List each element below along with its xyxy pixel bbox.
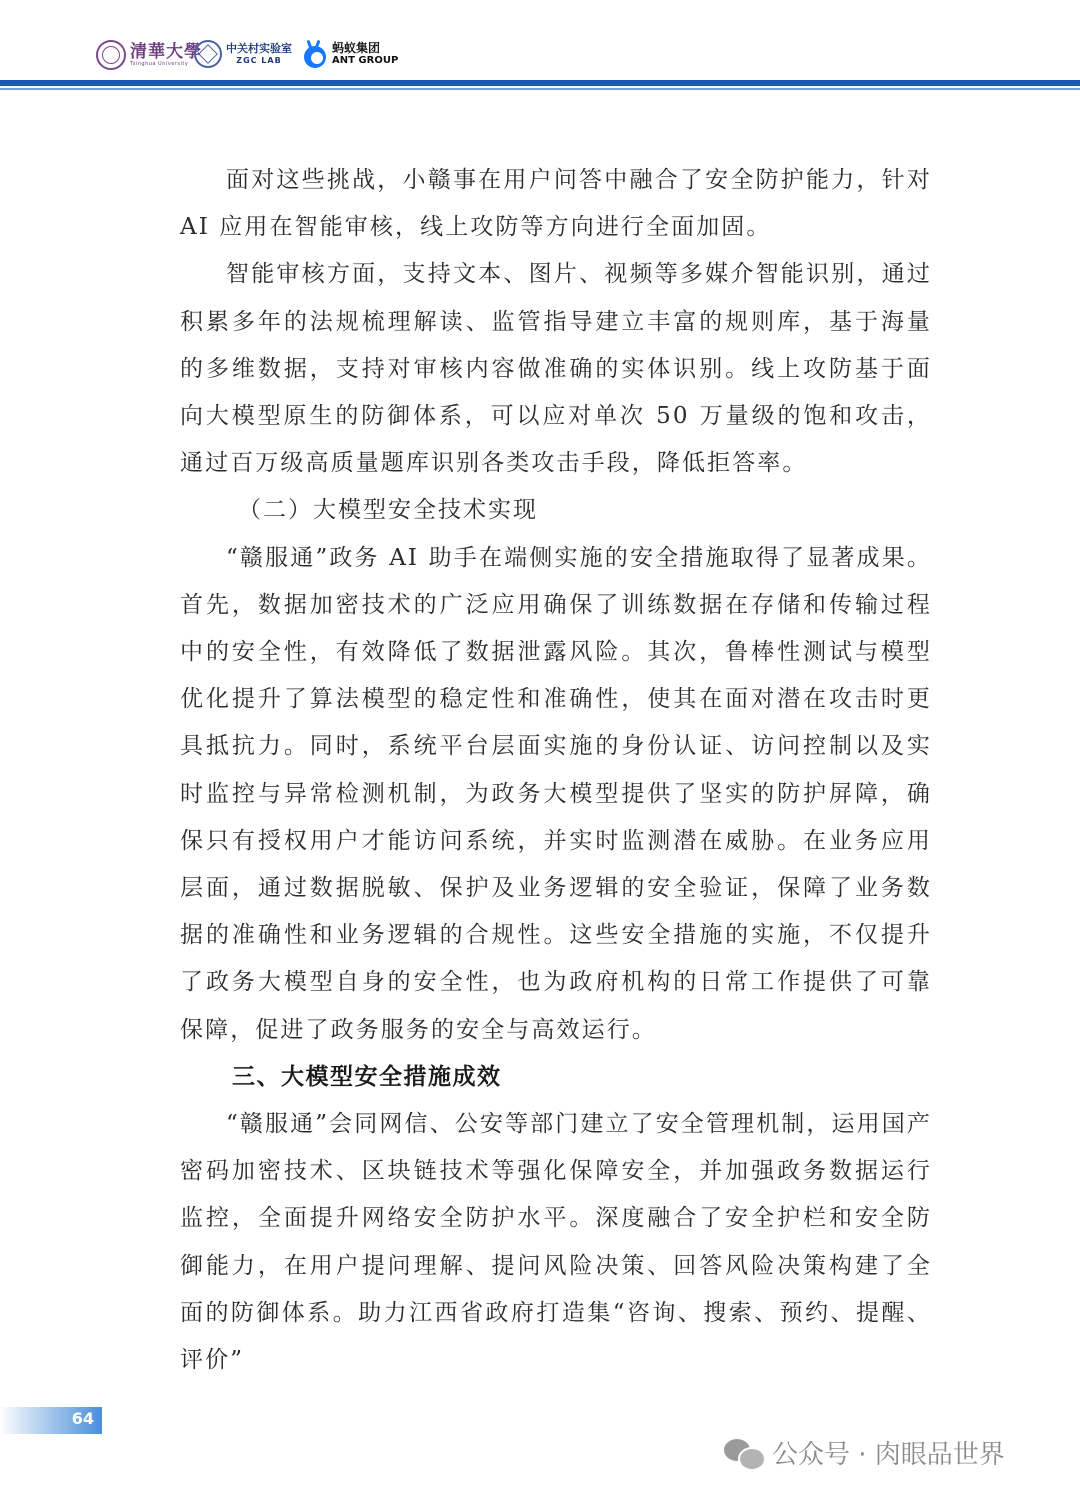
ant-name-en: ANT GROUP [332, 55, 399, 66]
paragraph-challenges: 面对这些挑战，小赣事在用户问答中融合了安全防护能力，针对AI 应用在智能审核，线上攻防等方向进行全面加固。 [180, 167, 932, 241]
page-body [180, 157, 932, 1384]
tsinghua-name-en: Tsinghua University [130, 61, 189, 67]
paragraph-outcomes: “赣服通”会同网信、公安等部门建立了安全管理机制，运用国产密码加密技术、区块链技术等强化保障安全，并加强政务数据运行监控，全面提升网络安全防护水平。深度融合了安全护栏和安全防御能力，在用户提问理解、提问风险决策、回答风险决策构建了全面的防御体系。助力江西省政府打造集“咨询、搜索、预约、提醒、评价” [180, 1111, 932, 1374]
tsinghua-name-cn: 清華大學 [130, 42, 202, 62]
subsection-heading: （二）大模型安全技术实现 [238, 497, 538, 524]
zgc-name-cn: 中关村实验室 [226, 42, 292, 55]
header-divider [0, 80, 1080, 86]
zgc-lab-logo [194, 40, 292, 68]
zgc-name-en: ZGC LAB [236, 56, 282, 65]
wechat-watermark [724, 1434, 1005, 1471]
header-divider-thin [0, 88, 1080, 90]
tsinghua-seal-icon [96, 40, 126, 70]
wechat-icon [724, 1437, 764, 1469]
ant-group-mark-icon [304, 40, 328, 68]
tsinghua-logo [96, 40, 202, 70]
page-number-tab [0, 1407, 102, 1434]
paragraph-smart-review: 智能审核方面，支持文本、图片、视频等多媒介智能识别，通过积累多年的法规梳理解读、监管指导建立丰富的规则库，基于海量的多维数据，支持对审核内容做准确的实体识别。线上攻防基于面向大模型原生的防御体系，可以应对单次 50 万量级的饱和攻击，通过百万级高质量题库识别各类攻击手段，降低拒答率。 [180, 261, 932, 477]
watermark-text: 公众号 · 肉眼品世界 [772, 1440, 1005, 1470]
zgc-seal-icon [194, 40, 222, 68]
ant-group-logo [304, 40, 398, 68]
page-number: 64 [71, 1409, 94, 1428]
paragraph-security-measures: “赣服通”政务 AI 助手在端侧实施的安全措施取得了显著成果。首先，数据加密技术的广泛应用确保了训练数据在存储和传输过程中的安全性，有效降低了数据泄露风险。其次，鲁棒性测试与模型优化提升了算法模型的稳定性和准确性，使其在面对潜在攻击时更具抵抗力。同时，系统平台层面实施的身份认证、访问控制以及实时监控与异常检测机制，为政务大模型提供了坚实的防护屏障，确保只有授权用户才能访问系统，并实时监测潜在威胁。在业务应用层面，通过数据脱敏、保护及业务逻辑的安全验证，保障了业务数据的准确性和业务逻辑的合规性。这些安全措施的实施，不仅提升了政务大模型自身的安全性，也为政府机构的日常工作提供了可靠保障，促进了政务服务的安全与高效运行。 [180, 544, 932, 1043]
ant-name-cn: 蚂蚁集团 [332, 41, 381, 55]
page-header [0, 0, 1080, 96]
section-heading: 三、大模型安全措施成效 [232, 1063, 502, 1090]
